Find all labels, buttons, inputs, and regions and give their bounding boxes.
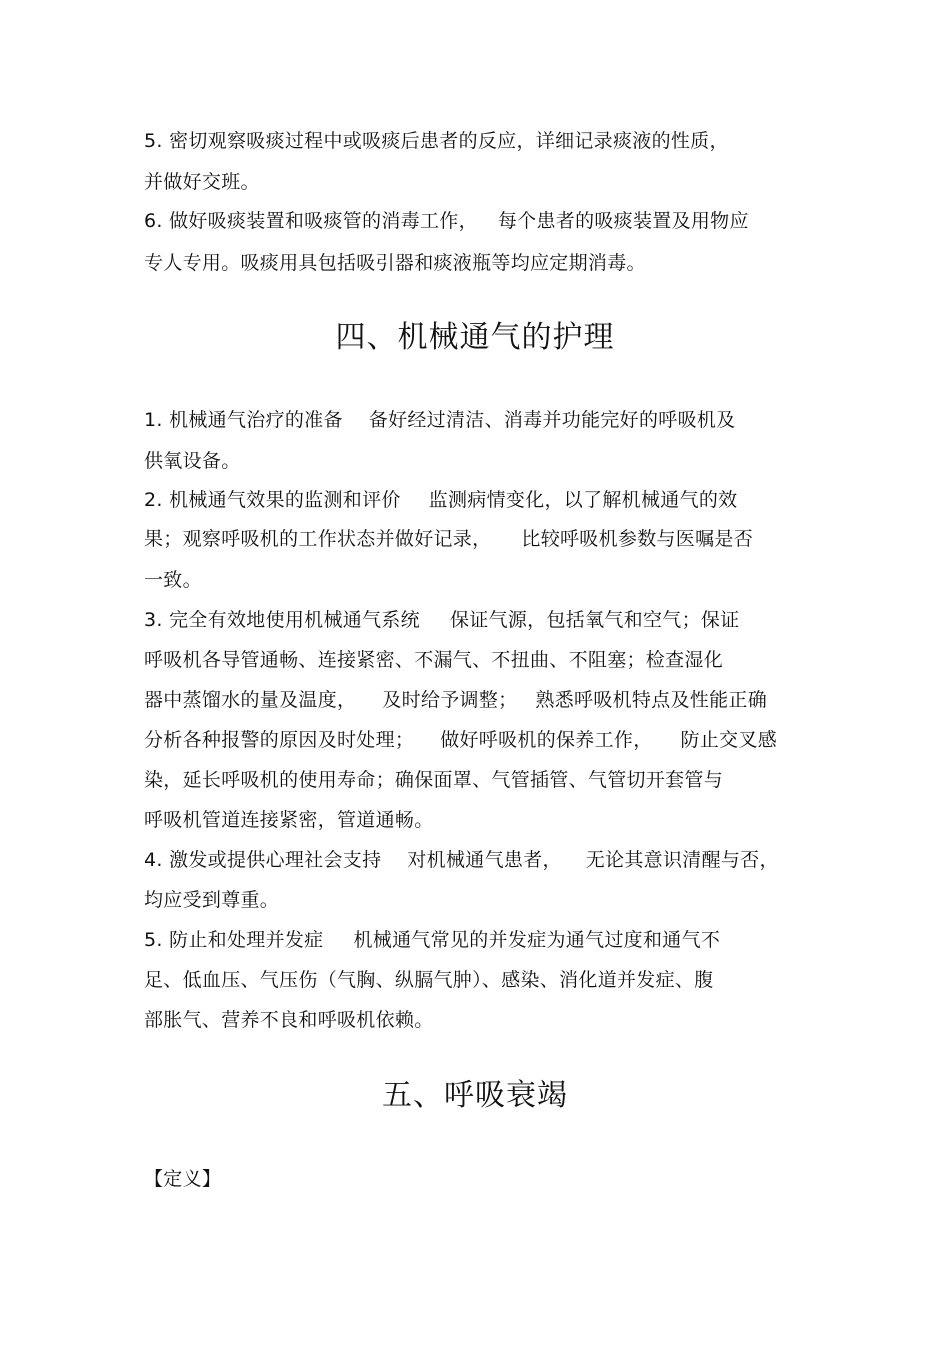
- s4-item3-line4c: 防止交叉感: [680, 729, 778, 751]
- s4-item3-line3a: 器中蒸馏水的量及温度，: [144, 689, 357, 711]
- s3-item5-line1: 5. 密切观察吸痰过程中或吸痰后患者的反应，详细记录痰液的性质，: [144, 130, 729, 152]
- s3-item6-line1b: 每个患者的吸痰装置及用物应: [497, 210, 749, 232]
- s4-item5-line1b: 机械通气常见的并发症为通气过度和通气不: [353, 929, 721, 951]
- s4-item2-line1b: 监测病情变化，以了解机械通气的效: [428, 489, 738, 511]
- s4-item3-line1b: 保证气源，包括氧气和空气；保证: [449, 609, 740, 631]
- definition-label: 【定义】: [144, 1168, 222, 1190]
- s4-item1-line1a: 1. 机械通气治疗的准备: [144, 409, 343, 431]
- s4-item5-line3: 部胀气、营养不良和呼吸机依赖。: [144, 1009, 434, 1031]
- s4-item2-line2a: 果；观察呼吸机的工作状态并做好记录，: [144, 528, 492, 550]
- s4-item3-line2: 呼吸机各导管通畅、连接紧密、不漏气、不扭曲、不阻塞；检查湿化: [144, 649, 724, 671]
- s4-item5-line2: 足、低血压、气压伤（气胸、纵膈气肿）、感染、消化道并发症、腹: [144, 969, 714, 991]
- s4-item3-line3: [144, 688, 767, 712]
- s4-item3-line5: 染，延长呼吸机的使用寿命；确保面罩、气管插管、气管切开套管与: [144, 769, 724, 791]
- s4-item2-line2: [144, 527, 753, 551]
- s4-item3-line3b: 及时给予调整；: [382, 689, 518, 711]
- s4-item4-line1c: 无论其意识清醒与否，: [585, 849, 779, 871]
- s4-item1-line1b: 备好经过清洁、消毒并功能完好的呼吸机及: [368, 409, 736, 431]
- s4-item1-line1: [144, 408, 735, 432]
- s4-item3-line3c: 熟悉呼吸机特点及性能正确: [535, 689, 768, 711]
- s4-item3-line4: [144, 728, 777, 752]
- s3-item6-line1a: 6. 做好吸痰装置和吸痰管的消毒工作，: [144, 210, 478, 232]
- s4-item2-line2b: 比较呼吸机参数与医嘱是否: [521, 528, 754, 550]
- s4-item3-line1a: 3. 完全有效地使用机械通气系统: [144, 609, 420, 631]
- s4-item3-line4b: 做好呼吸机的保养工作，: [440, 729, 653, 751]
- s4-item4-line1b: 对机械通气患者，: [407, 849, 562, 871]
- s4-item3-line4a: 分析各种报警的原因及时处理；: [144, 729, 415, 751]
- s4-item3-line1: [144, 608, 739, 632]
- s4-item4-line2: 均应受到尊重。: [144, 889, 280, 911]
- s4-item5-line1: [144, 928, 720, 952]
- s4-item3-line6: 呼吸机管道连接紧密，管道通畅。: [144, 809, 434, 831]
- s4-item1-line2: 供氧设备。: [144, 450, 241, 472]
- s4-item5-line1a: 5. 防止和处理并发症: [144, 929, 324, 951]
- section5-title: 五、呼吸衰竭: [382, 1078, 568, 1113]
- s3-item6-line1: [144, 209, 749, 233]
- s4-item4-line1a: 4. 激发或提供心理社会支持: [144, 849, 382, 871]
- s4-item4-line1: [144, 848, 779, 872]
- s3-item5-line2: 并做好交班。: [144, 171, 260, 193]
- section4-title: 四、机械通气的护理: [335, 320, 615, 355]
- s4-item2-line3: 一致。: [144, 569, 202, 591]
- s4-item2-line1a: 2. 机械通气效果的监测和评价: [144, 489, 401, 511]
- s3-item6-line2: 专人专用。吸痰用具包括吸引器和痰液瓶等均应定期消毒。: [144, 252, 646, 274]
- s4-item2-line1: [144, 488, 737, 512]
